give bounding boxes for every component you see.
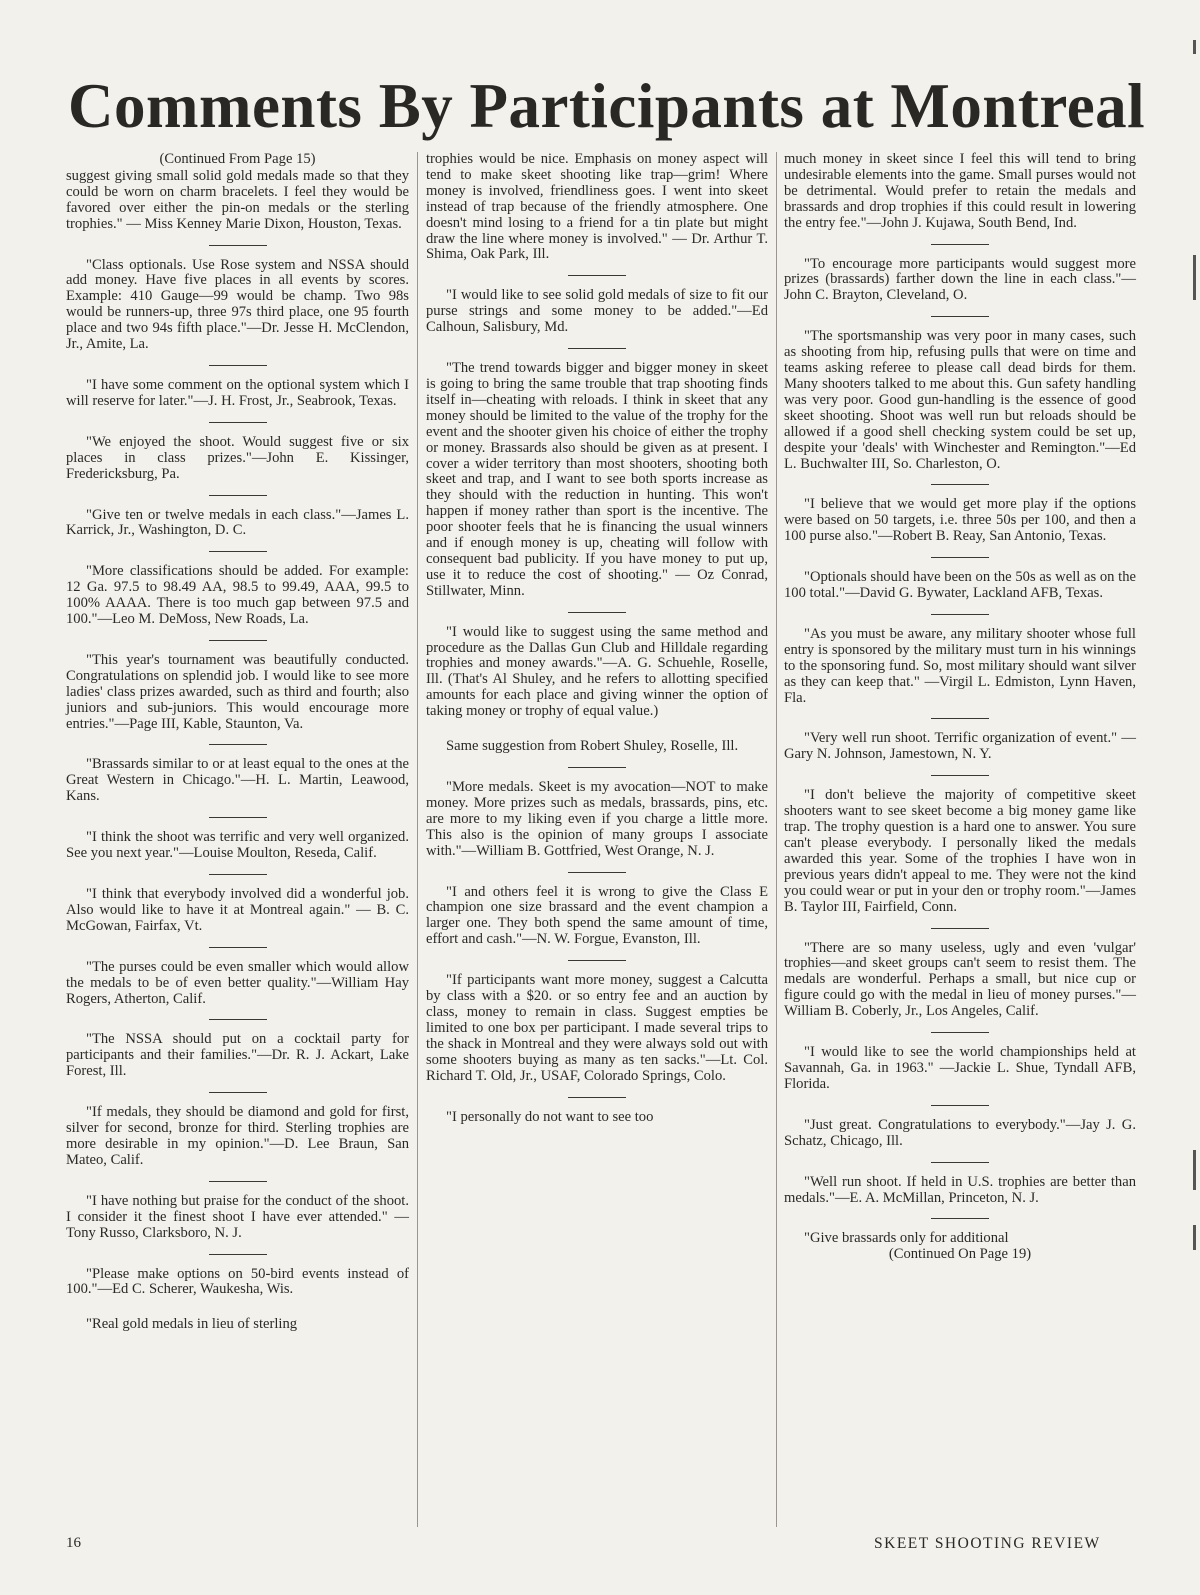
comment-paragraph: "To encourage more participants would suggest more prizes (brassards) farther down the line in each class."—John C. Brayton, Cleveland, O. [784, 255, 1136, 304]
continued-on-note: (Continued On Page 19) [888, 1246, 1032, 1263]
comment-paragraph: "The trend towards bigger and bigger money in skeet is going to bring the same trouble that trap shooting finds itself in—cheating with reloads. I think in skeet that any money should be limited to the value of the trophy for the event and the shooter given his choice of either the trophy or money. Brassards also should be given as at present. I cover a wider territory than most shooters, shooting both skeet and trap, and I want to see both sports increase as they should with the reduction in hunting. This won't happen if money rather than sport is the incentive. The poor shooter feels that he is financing the usual winners and if enough money is up, cheating will follow with consequent bad publicity. If you have money to put up, use it to reduce the cost of shooting." — Oz Conrad, Stillwater, Minn. [426, 360, 768, 599]
separator-rule [209, 551, 267, 552]
separator-rule [209, 1254, 267, 1255]
comment-paragraph: "Very well run shoot. Terrific organization of event." — Gary N. Johnson, Jamestown, N. Y. [784, 730, 1136, 763]
comment-paragraph: "Real gold medals in lieu of sterling [86, 1316, 298, 1333]
comment-paragraph: "The purses could be even smaller which would allow the medals to be of even better quality."—William Hay Rogers, Atherton, Calif. [66, 958, 409, 1007]
publication-name: SKEET SHOOTING REVIEW [874, 1535, 1101, 1552]
comment-paragraph: Same suggestion from Robert Shuley, Roselle, Ill. [446, 738, 739, 755]
article-column-1 [66, 152, 409, 1333]
page-edge-mark [1193, 1225, 1196, 1250]
comment-paragraph: "I would like to see solid gold medals of size to fit our purse strings and some money to be added."—Ed Calhoun, Salisbury, Md. [426, 287, 768, 336]
page-edge-mark [1193, 255, 1196, 300]
separator-rule [931, 928, 989, 929]
separator-rule [209, 817, 267, 818]
comment-paragraph: "There are so many useless, ugly and even 'vulgar' trophies—and skeet groups can't seem to resist them. The medals are wonderful. Perhaps a small, but nice cup or figure could go with the medal in lieu of money purses."—William B. Coberly, Jr., Los Angeles, Calif. [784, 939, 1136, 1020]
separator-rule [568, 960, 626, 961]
comment-paragraph: "Well run shoot. If held in U.S. trophies are better than medals."—E. A. McMillan, Princeton, N. J. [784, 1173, 1136, 1206]
comment-paragraph: "I think the shoot was terrific and very well organized. See you next year."—Louise Moulton, Reseda, Calif. [66, 829, 409, 862]
comment-paragraph: "I would like to suggest using the same method and procedure as the Dallas Gun Club and Hilldale regarding trophies and money awards."—A. G. Schuehle, Roselle, Ill. (That's Al Shuley, and he refers to allotting specified amounts for each place and giving winner the option of taking money or trophy of equal value.) [426, 623, 768, 720]
separator-rule [209, 1019, 267, 1020]
separator-rule [931, 557, 989, 558]
comment-paragraph: "Please make options on 50-bird events instead of 100."—Ed C. Scherer, Waukesha, Wis. [66, 1265, 409, 1298]
separator-rule [931, 1105, 989, 1106]
comment-paragraph: "If medals, they should be diamond and gold for first, silver for second, bronze for third. Sterling trophies are more desirable in my opinion."—D. Lee Braun, San Mateo, Calif. [66, 1104, 409, 1168]
separator-rule [209, 495, 267, 496]
page-number: 16 [66, 1535, 81, 1551]
separator-rule [209, 1092, 267, 1093]
article-column-2 [426, 152, 768, 1125]
page-edge-mark [1193, 40, 1196, 54]
comment-paragraph: "I don't believe the majority of competitive skeet shooters want to see skeet become a big money game like trap. The trophy question is a hard one to answer. You sure can't please everybody. I personally liked the medals awarded this year. Some of the trophies I have won in previous years didn't appeal to me. They were not the kind you could wear or put in your den or trophy room."—James B. Taylor III, Fairfield, Conn. [784, 787, 1136, 915]
separator-rule [568, 612, 626, 613]
separator-rule [568, 767, 626, 768]
separator-rule [209, 365, 267, 366]
comment-paragraph: "This year's tournament was beautifully conducted. Congratulations on splendid job. I would like to see more ladies' class prizes awarded, such as third and fourth; also juniors and sub-juniors. This would encourage more entries."—Page III, Kable, Staunton, Va. [66, 651, 409, 732]
comment-paragraph: "I believe that we would get more play if the options were based on 50 targets, i.e. three 50s per 100, and then a 100 purse also."—Robert B. Reay, San Antonio, Texas. [784, 496, 1136, 545]
comment-paragraph: "The NSSA should put on a cocktail party for participants and their families."—Dr. R. J. Ackart, Lake Forest, Ill. [66, 1031, 409, 1080]
comment-paragraph: much money in skeet since I feel this will tend to bring undesirable elements into the game. Small purses would not be detrimental. Would prefer to retain the medals and brassards and drop trophies if this could result in lowering the entry fee."—John J. Kujawa, South Bend, Ind. [784, 151, 1136, 231]
separator-rule [931, 316, 989, 317]
separator-rule [209, 744, 267, 745]
article-column-3 [784, 152, 1136, 1264]
separator-rule [209, 640, 267, 641]
comment-paragraph: "More classifications should be added. For example: 12 Ga. 97.5 to 98.49 AA, 98.5 to 99.49, AAA, 99.5 to 100% AAAA. There is too much gap between 97.5 and 100."—Leo M. DeMoss, New Roads, La. [66, 563, 409, 628]
separator-rule [568, 1097, 626, 1098]
comment-paragraph: "I would like to see the world championships held at Savannah, Ga. in 1963." —Jackie L. Shue, Tyndall AFB, Florida. [784, 1044, 1136, 1092]
comment-paragraph: "Just great. Congratulations to everybody."—Jay J. G. Schatz, Chicago, Ill. [784, 1116, 1136, 1149]
comment-paragraph: suggest giving small solid gold medals made so that they could be worn on charm bracelets. I feel they would be favored over either the pin-on medals or the sterling trophies." — Miss Kenney Marie Dixon, Houston, Texas. [66, 167, 409, 232]
page-title: Comments By Participants at Montreal [68, 71, 1146, 141]
comment-paragraph: "Class optionals. Use Rose system and NSSA should add money. Have five places in all events by scores. Example: 410 Gauge—99 would be champ. Two 98s would be runners-up, three 97s third place, one 95 fourth place and two 94s fifth place."—Dr. Jesse H. McClendon, Jr., Amite, La. [66, 256, 409, 353]
separator-rule [931, 244, 989, 245]
separator-rule [209, 422, 267, 423]
separator-rule [209, 1181, 267, 1182]
separator-rule [931, 775, 989, 776]
comment-paragraph: "We enjoyed the shoot. Would suggest five or six places in class prizes."—John E. Kissinger, Fredericksburg, Pa. [66, 433, 409, 482]
separator-rule [931, 1218, 989, 1219]
separator-rule [209, 947, 267, 948]
separator-rule [568, 348, 626, 349]
comment-paragraph: "Give ten or twelve medals in each class."—James L. Karrick, Jr., Washington, D. C. [66, 506, 409, 539]
comment-paragraph: "I think that everybody involved did a wonderful job. Also would like to have it at Montreal again." — B. C. McGowan, Fairfax, Vt. [66, 886, 409, 934]
comment-paragraph: "The sportsmanship was very poor in many cases, such as shooting from hip, refusing pulls that were on time and teams asking referee to please call dead birds for them. Many shooters talked to me about this. Gun safety handling was very poor. Good gun-handling is the essence of good skeet shooting. Shoot was well run but reloads should be allowed if a good shell checking system could be set up, despite your 'deals' with Winchester and Remington."—Ed L. Buchwalter III, So. Charleston, O. [784, 328, 1136, 472]
page-edge-mark [1193, 1150, 1196, 1190]
comment-paragraph: "Brassards similar to or at least equal to the ones at the Great Western in Chicago."—H. L. Martin, Leawood, Kans. [66, 756, 409, 805]
column-divider-left [417, 152, 418, 1527]
continued-from-note: (Continued From Page 15) [159, 151, 316, 167]
separator-rule [931, 614, 989, 615]
separator-rule [931, 1032, 989, 1033]
separator-rule [209, 245, 267, 246]
comment-paragraph: "As you must be aware, any military shooter whose full entry is sponsored by the military must turn in his winnings to the sponsoring fund. So, most military should want silver as they can keep that." —Virgil L. Edmiston, Lynn Haven, Fla. [784, 625, 1136, 706]
comment-paragraph: "I have nothing but praise for the conduct of the shoot. I consider it the finest shoot I have ever attended." — Tony Russo, Clarksboro, N. J. [66, 1192, 409, 1241]
comment-paragraph: "I personally do not want to see too [446, 1108, 654, 1125]
comment-paragraph: trophies would be nice. Emphasis on money aspect will tend to make skeet shooting like trap—grim! Where money is involved, friendliness goes. I went into skeet instead of trap because of the friendly atmosphere. One doesn't mind losing to a friend for a tin plate but might draw the line where money is involved." — Dr. Arthur T. Shima, Oak Park, Ill. [426, 151, 768, 263]
separator-rule [931, 718, 989, 719]
separator-rule [931, 1162, 989, 1163]
comment-paragraph: "I and others feel it is wrong to give the Class E champion one size brassard and the event champion a larger one. They both spend the same amount of time, effort and cash."—N. W. Forgue, Evanston, Ill. [426, 883, 768, 948]
comment-paragraph: "Give brassards only for additional [804, 1230, 1009, 1247]
column-divider-right [776, 152, 777, 1527]
comment-paragraph: "If participants want more money, suggest a Calcutta by class with a $20. or so entry fee and an auction by class, money to remain in class. Suggest empties be limited to one box per participant. I made several trips to the shack in Montreal and they were always sold out with some shooters buying as many as ten sacks."—Lt. Col. Richard T. Old, Jr., USAF, Colorado Springs, Colo. [426, 972, 768, 1084]
separator-rule [931, 484, 989, 485]
comment-paragraph: "More medals. Skeet is my avocation—NOT to make money. More prizes such as medals, brassards, pins, etc. are more to my liking even if you charge a little more. This also is the opinion of many groups I associate with."—William B. Gottfried, West Orange, N. J. [426, 779, 768, 859]
separator-rule [568, 872, 626, 873]
separator-rule [568, 275, 626, 276]
comment-paragraph: "I have some comment on the optional system which I will reserve for later."—J. H. Frost, Jr., Seabrook, Texas. [66, 376, 409, 409]
separator-rule [209, 874, 267, 875]
comment-paragraph: "Optionals should have been on the 50s as well as on the 100 total."—David G. Bywater, Lackland AFB, Texas. [784, 569, 1136, 602]
